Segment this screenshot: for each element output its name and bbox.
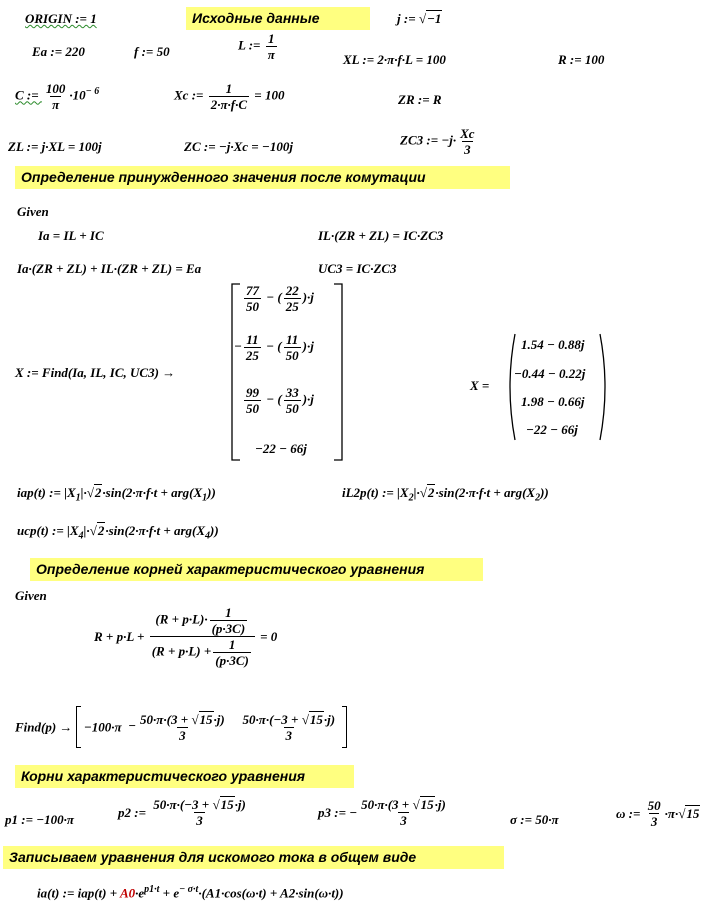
x-value-1: 1.54 − 0.88j (521, 337, 585, 352)
zl-definition: ZL := j·XL = 100j (8, 139, 102, 154)
equation-ia: Ia = IL + IC (38, 228, 104, 243)
heading-roots-definition: Определение корней характеристического уравнения (30, 558, 483, 581)
il2p-definition: iL2p(t) := $|X_2|\cdot√2\cdot\sin(2\cdot\pi\cdot f\cdot t + arg(X_2))$ (342, 485, 549, 504)
symbolic-vector-bracket-right (330, 282, 346, 462)
xc-definition: Xc := $\frac{1}{2\cdot\pi\cdot f\cdot C}$ = 100 (174, 81, 285, 112)
zr-definition: ZR := R (398, 92, 442, 107)
j-definition: j := √−1 (397, 11, 442, 26)
heading-roots: Корни характеристического уравнения (15, 765, 354, 788)
zc3-definition: ZC3 := −j· $\frac{Xc}{3}$ (400, 126, 475, 157)
numeric-vector-paren-left (503, 332, 517, 442)
heading-forced-value: Определение принужденного значения после комутации (15, 166, 510, 189)
p1-definition: p1 := −100·π (5, 812, 74, 827)
origin-definition: ORIGIN := 1 (25, 11, 97, 26)
p3-definition: p3 := − $\frac{50\cdot\pi\cdot(3 + √15\cdot j)}{3}$ (318, 797, 446, 828)
l-definition: L := $\frac{1}{\pi}$ (238, 31, 275, 62)
r-definition: R := 100 (558, 52, 605, 67)
p2-definition: p2 := $\frac{50\cdot\pi\cdot(-3 + √15\cdot j)}{3}$ (118, 797, 246, 828)
c-definition: C := $\frac{100}{\pi}$ $\cdot 10^{- 6}$ (15, 81, 100, 112)
ucp-definition: ucp(t) := $|X_4|\cdot√2\cdot\sin(2\cdot\pi\cdot f\cdot t + arg(X_4))$ (17, 523, 219, 542)
equation-uc3: UC3 = IC·ZC3 (318, 261, 397, 276)
sym-row-3: $\frac{99}{50}$ − ( $\frac{33}{50}$ )·j (246, 385, 314, 416)
given-block-2: Given (15, 588, 47, 603)
ea-definition: Ea := 220 (32, 44, 85, 59)
characteristic-equation: R + p·L + (R + p·L)· $\frac{1}{(p\cdot 3C)}$ (R + p·L) + $\frac{1}{(p\cdot 3C)}$ = 0 (94, 605, 278, 668)
x-value-2: −0.44 − 0.22j (514, 366, 586, 381)
x-value-4: −22 − 66j (526, 422, 578, 437)
xl-definition: XL := 2·π·f·L = 100 (343, 52, 446, 67)
zc-definition: ZC := −j·Xc = −100j (184, 139, 293, 154)
x-equals-label: X = (470, 378, 490, 393)
omega-definition: ω := $\frac{50}{3}$ ·π·√15 (616, 798, 700, 829)
heading-given-data: Исходные данные (186, 7, 370, 30)
numeric-vector-paren-right (598, 332, 612, 442)
equation-il-zc3: IL·(ZR + ZL) = IC·ZC3 (318, 228, 444, 243)
sym-row-1: $\frac{77}{50}$ − ( $\frac{22}{25}$ )·j (246, 283, 314, 314)
find-x: X := Find(Ia, IL, IC, UC3) → (15, 365, 176, 380)
sym-row-2: − $\frac{11}{25}$ − ( $\frac{11}{50}$ )·j (234, 332, 314, 363)
sigma-definition: σ := 50·π (510, 812, 559, 827)
ia-general-equation: ia(t) := $iap(t) + A0\cdot e^{p1\cdot t} + e^{- \sigma\cdot t}\cdot(A1\cdot\cos(\omega\cdot t) + A2\cdot\sin(\omega\cdot t))$ (37, 884, 344, 901)
sym-row-4: −22 − 66j (255, 441, 307, 456)
equation-ea: Ia·(ZR + ZL) + IL·(ZR + ZL) = Ea (17, 261, 202, 276)
given-block-1: Given (17, 204, 49, 219)
iap-definition: iap(t) := $|X_1|\cdot√2\cdot\sin(2\cdot\pi\cdot f\cdot t + arg(X_1))$ (17, 485, 216, 504)
find-p: Find(p) → −100·π − $\frac{50\cdot\pi\cdot(3 + √15\cdot j)}{3}$ $\frac{50\cdot\pi\cdot(-3 + √15\cdot j)}{3}$ (15, 706, 347, 748)
x-value-3: 1.98 − 0.66j (521, 394, 585, 409)
heading-general-form: Записываем уравнения для искомого тока в общем виде (3, 846, 504, 869)
f-definition: f := 50 (134, 44, 170, 59)
